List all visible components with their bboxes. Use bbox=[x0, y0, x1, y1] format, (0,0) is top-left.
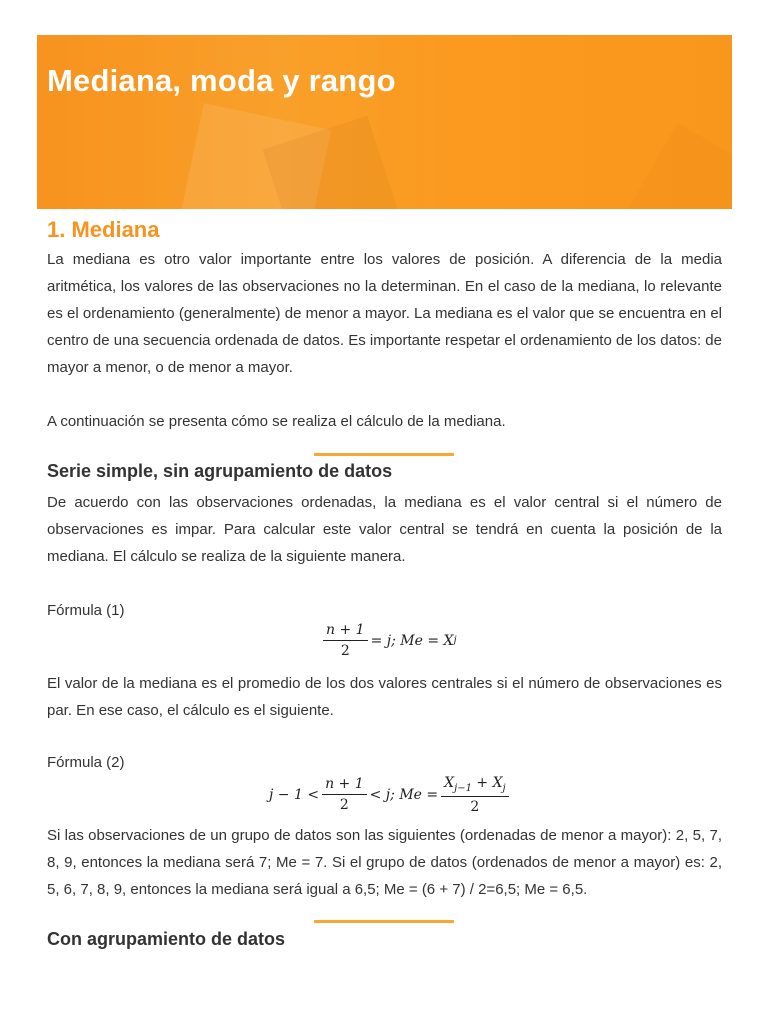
page-title: Mediana, moda y rango bbox=[47, 63, 396, 98]
formula-text: < j; Me = bbox=[369, 786, 439, 803]
fraction bbox=[323, 622, 368, 659]
formula-subscript: j bbox=[502, 782, 506, 794]
section-title: 1. Mediana bbox=[47, 217, 160, 242]
banner-decoration bbox=[618, 123, 732, 209]
fraction-numerator bbox=[441, 775, 509, 797]
formula-subscript: j−1 bbox=[454, 782, 472, 794]
fraction-numerator: n + 1 bbox=[322, 776, 367, 795]
example-paragraph: Si las observaciones de un grupo de datos son las siguientes (ordenadas de menor a mayor): 2, 5, 7, 8, 9, entonces la mediana será 7; Me = 7. Si el grupo de datos (ordenados de menor a mayor) es: 2, 5, 6, 7, 8, 9, entonces la mediana será igual a 6,5; Me = (6 + 7) / 2=6,5; Me = 6,5. bbox=[47, 827, 722, 898]
even-paragraph: El valor de la mediana es el promedio de los dos valores centrales si el número de observaciones es par. En ese caso, el cálculo es el siguiente. bbox=[47, 675, 722, 719]
fraction-numerator: n + 1 bbox=[323, 622, 368, 641]
fraction-denominator: 2 bbox=[340, 643, 350, 659]
subheading-simple: Serie simple, sin agrupamiento de datos bbox=[47, 461, 393, 481]
formula-text: X bbox=[444, 775, 455, 791]
lead-paragraph: A continuación se presenta cómo se realiza el cálculo de la mediana. bbox=[47, 413, 506, 430]
formula-text: = j; Me = X bbox=[370, 632, 454, 649]
header-banner bbox=[37, 35, 732, 209]
fraction bbox=[322, 776, 367, 813]
subheading-grouped: Con agrupamiento de datos bbox=[47, 929, 286, 949]
formula-2-label: Fórmula (2) bbox=[47, 754, 125, 771]
simple-paragraph: De acuerdo con las observaciones ordenadas, la mediana es el valor central si el número de observaciones es impar. Para calcular este valor central se tendrá en cuenta la posición de la mediana. El cálculo se realiza de la siguiente manera. bbox=[47, 494, 722, 565]
fraction-denominator: 2 bbox=[339, 797, 349, 814]
formula-text: + X bbox=[471, 775, 503, 791]
formula-text: j − 1 < bbox=[269, 786, 320, 803]
section-divider bbox=[314, 920, 454, 923]
formula-subscript: j bbox=[453, 635, 457, 646]
fraction-denominator: 2 bbox=[470, 798, 480, 815]
section-divider bbox=[314, 453, 454, 456]
formula-1-label: Fórmula (1) bbox=[47, 602, 125, 619]
formula-2 bbox=[269, 775, 512, 815]
fraction bbox=[441, 775, 509, 815]
intro-paragraph: La mediana es otro valor importante entre los valores de posición. A diferencia de la media aritmética, los valores de las observaciones no la determinan. En el caso de la mediana, lo relevante es el ordenamiento (generalmente) de menor a mayor. La mediana es el valor que se encuentra en el centro de una secuencia ordenada de datos. Es importante respetar el ordenamiento de los datos: de mayor a menor, o de menor a mayor. bbox=[47, 251, 722, 376]
formula-1 bbox=[320, 622, 457, 659]
